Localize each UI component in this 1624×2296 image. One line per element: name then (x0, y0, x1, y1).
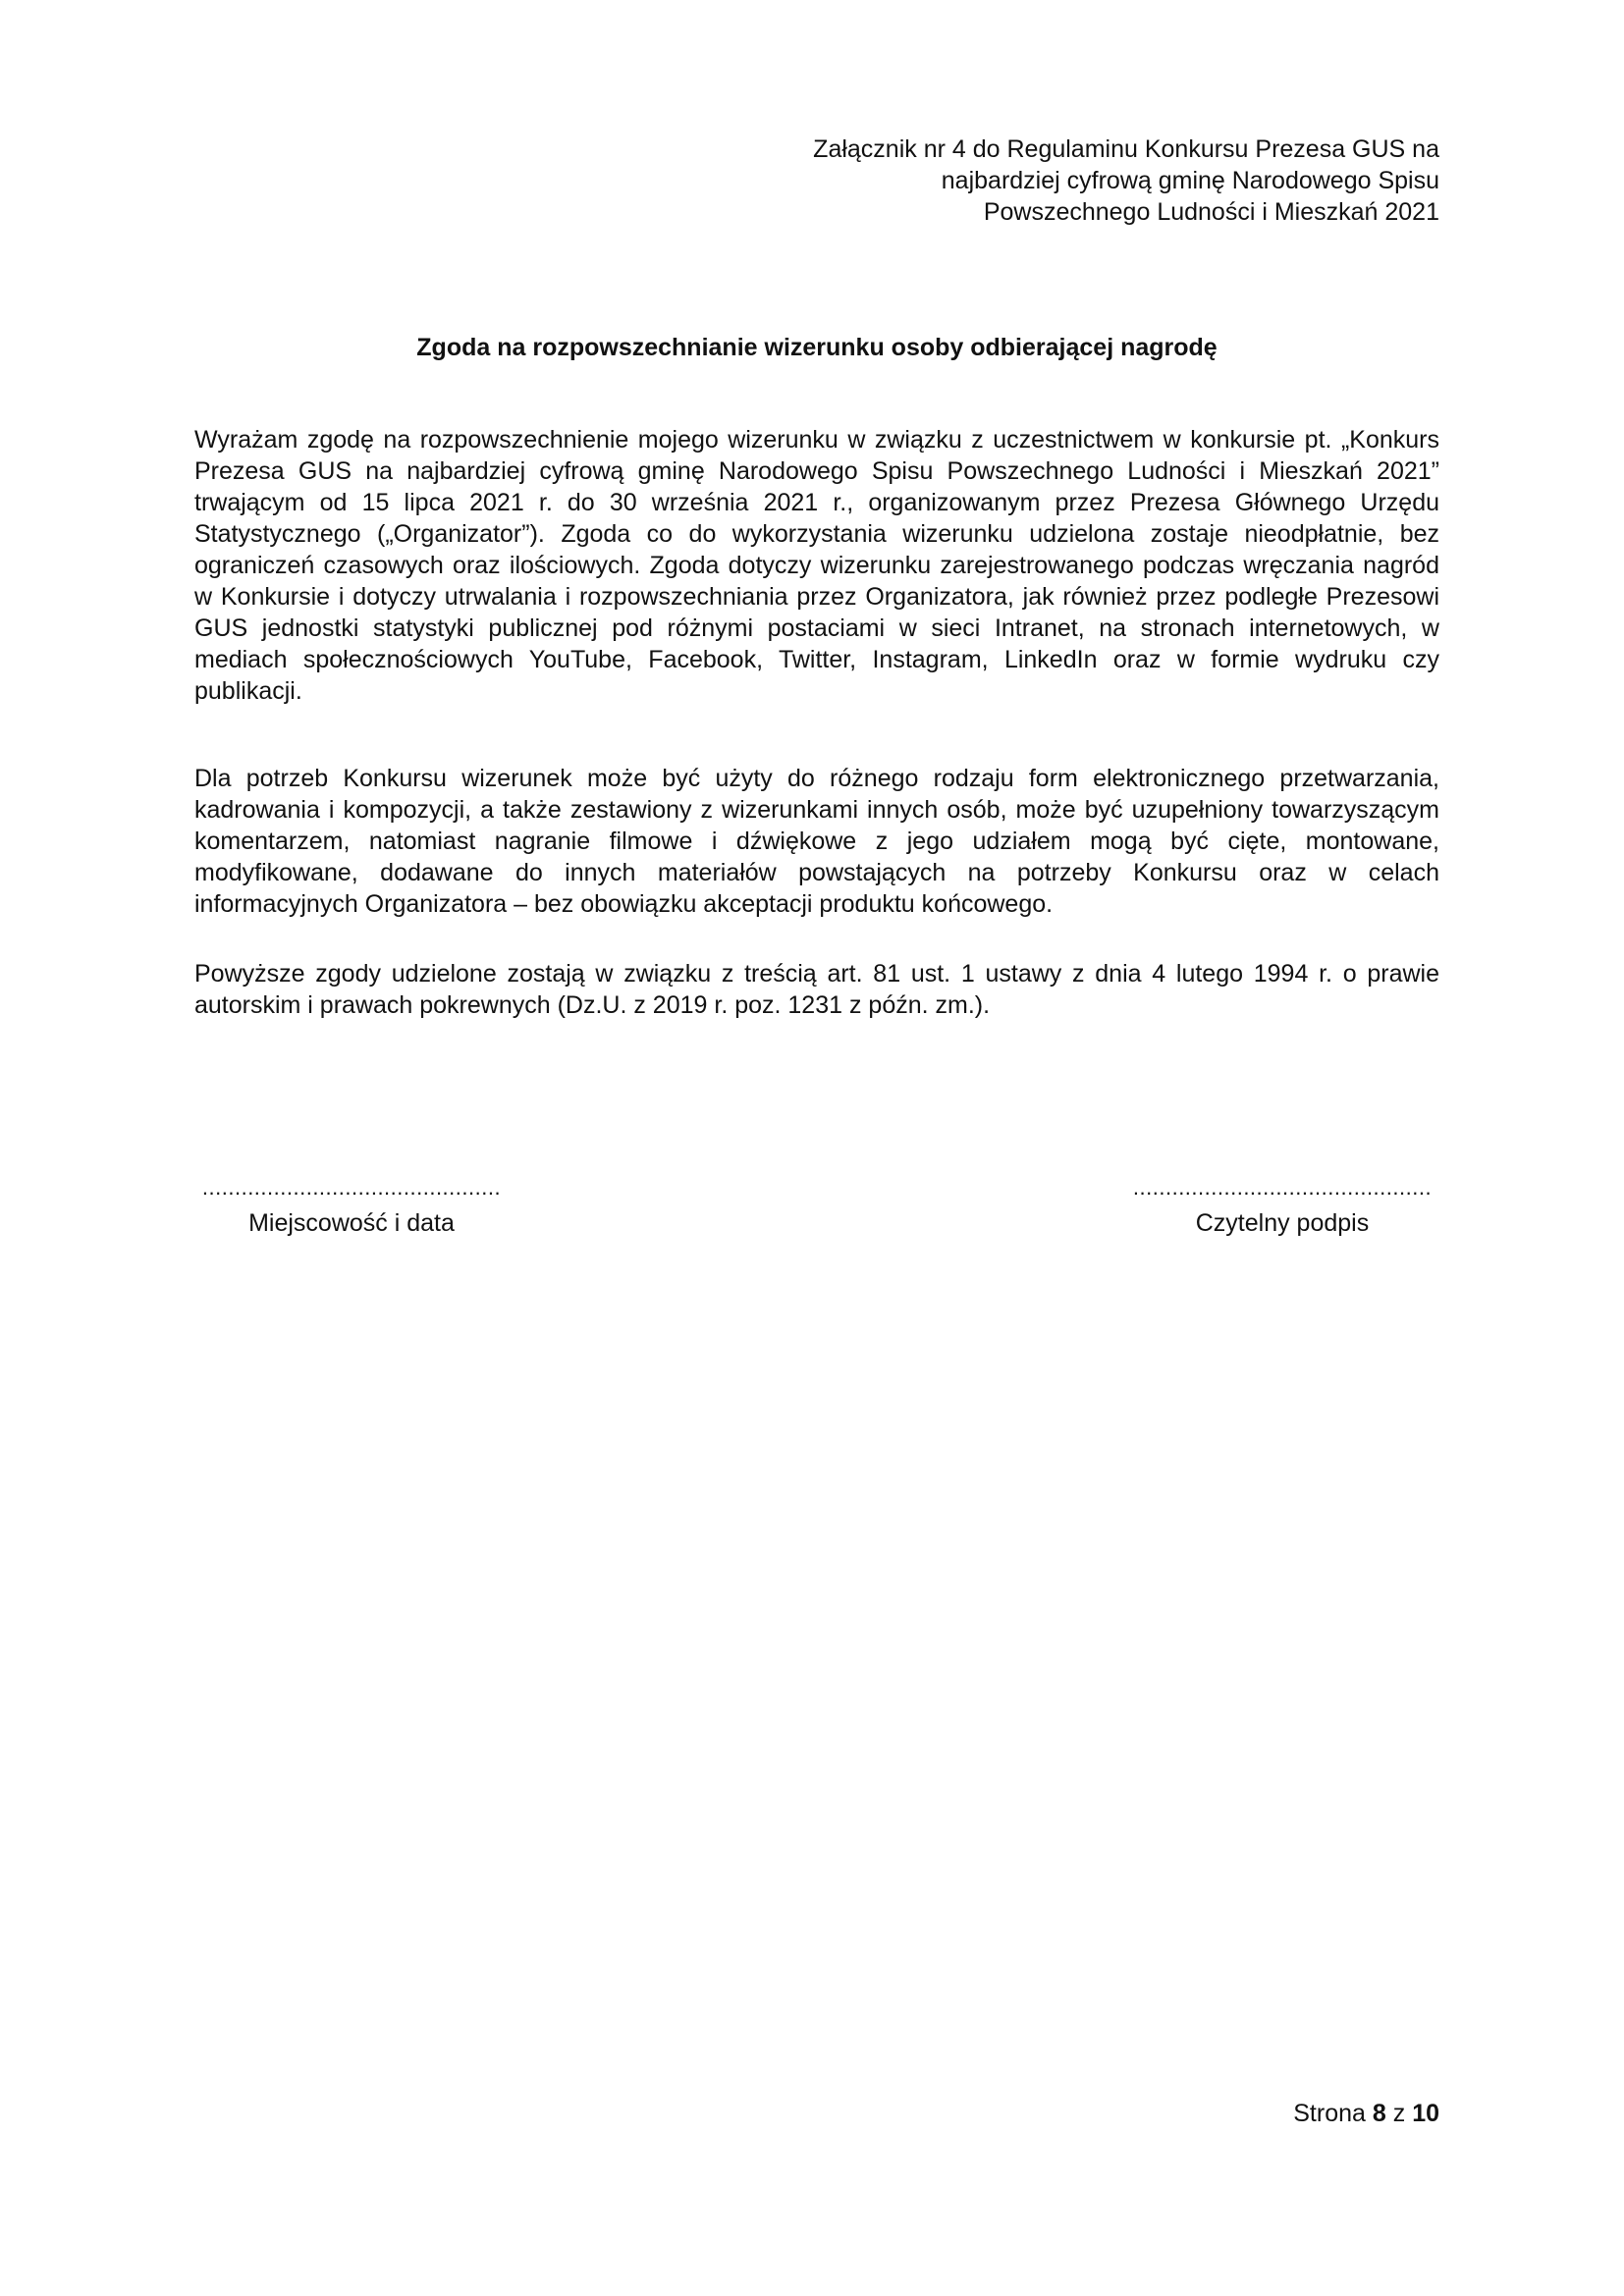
page-number (1293, 2098, 1439, 2129)
signature-label: Czytelny podpis (1195, 1209, 1370, 1237)
page-number-separator: z (1392, 2100, 1406, 2127)
place-date-label: Miejscowość i data (248, 1209, 455, 1237)
page-number-current: 8 (1372, 2100, 1386, 2127)
page-number-total: 10 (1412, 2100, 1439, 2127)
signature-block (1125, 1176, 1439, 1239)
annex-line: Załącznik nr 4 do Regulaminu Konkursu Prezesa GUS na (813, 135, 1439, 163)
document-title: Zgoda na rozpowszechnianie wizerunku osoby odbierającej nagrodę (416, 334, 1218, 361)
annex-header (693, 133, 1439, 228)
annex-line: najbardziej cyfrową gminę Narodowego Spisu (941, 167, 1439, 194)
consent-paragraph: Wyrażam zgodę na rozpowszechnienie mojego wizerunku w związku z uczestnictwem w konkursie pt. „Konkurs Prezesa GUS na najbardziej cyfrową gminę Narodowego Spisu Powszechnego Ludności i Mieszkań 2021” trwającym od 15 lipca 2021 r. do 30 września 2021 r., organizowanym przez Prezesa Głównego Urzędu Statystycznego („Organizator”). Zgoda co do wykorzystania wizerunku udzielona zostaje nieodpłatnie, bez ograniczeń czasowych oraz ilościowych. Zgoda dotyczy wizerunku zarejestrowanego podczas wręczania nagród w Konkursie i dotyczy utrwalania i rozpowszechniania przez Organizatora, jak również przez podległe Prezesowi GUS jednostki statystyki publicznej pod różnymi postaciami w sieci Intranet, na stronach internetowych, w mediach społecznościowych YouTube, Facebook, Twitter, Instagram, LinkedIn oraz w formie wydruku czy publikacji. (194, 426, 1439, 705)
usage-paragraph: Dla potrzeb Konkursu wizerunek może być użyty do różnego rodzaju form elektronicznego przetwarzania, kadrowania i kompozycji, a także zestawiony z wizerunkami innych osób, może być uzupełniony towarzyszącym komentarzem, natomiast nagranie filmowe i dźwiękowe z jego udziałem mogą być cięte, montowane, modyfikowane, dodawane do innych materiałów powstających na potrzeby Konkursu oraz w celach informacyjnych Organizatora – bez obowiązku akceptacji produktu końcowego. (194, 765, 1439, 918)
page-number-prefix: Strona (1293, 2100, 1366, 2127)
place-date-dotted-line: .............................................. (201, 1176, 502, 1200)
legal-basis-paragraph: Powyższe zgody udzielone zostają w związku z treścią art. 81 ust. 1 ustawy z dnia 4 lutego 1994 r. o prawie autorskim i prawach pokrewnych (Dz.U. z 2019 r. poz. 1231 z późn. zm.). (194, 960, 1439, 1019)
place-date-signature-block (194, 1176, 509, 1239)
signature-dotted-line: .............................................. (1132, 1176, 1433, 1200)
annex-line: Powszechnego Ludności i Mieszkań 2021 (983, 198, 1439, 226)
